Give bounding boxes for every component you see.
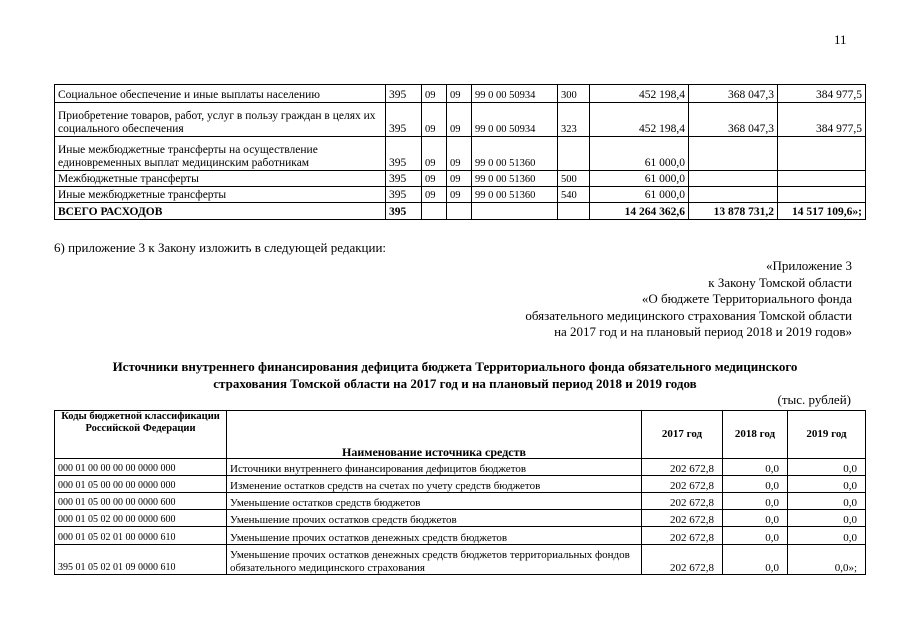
expense-total-label: ВСЕГО РАСХОДОВ bbox=[55, 203, 386, 220]
appendix-header-line: «Приложение 3 bbox=[765, 258, 852, 273]
source-row bbox=[55, 510, 866, 527]
source-2017: 202 672,8 bbox=[642, 527, 723, 545]
appendix-header-line: на 2017 год и на плановый период 2018 и 2019 годов» bbox=[554, 324, 852, 339]
expense-target-article-code: 99 0 00 51360 bbox=[472, 187, 558, 203]
expense-adm-code: 395 bbox=[386, 85, 422, 103]
expense-amount-2019: 384 977,5 bbox=[778, 103, 866, 137]
source-2018: 0,0 bbox=[723, 510, 788, 527]
expense-name: Иные межбюджетные трансферты bbox=[55, 187, 386, 203]
expense-amount-2018: 368 047,3 bbox=[689, 85, 778, 103]
source-2018: 0,0 bbox=[723, 476, 788, 493]
expense-row bbox=[55, 85, 866, 103]
appendix-header bbox=[525, 258, 852, 341]
source-row bbox=[55, 459, 866, 476]
source-2019: 0,0 bbox=[788, 459, 866, 476]
expense-amount-2019 bbox=[778, 187, 866, 203]
expense-empty bbox=[422, 203, 447, 220]
expense-name: Межбюджетные трансферты bbox=[55, 171, 386, 187]
expense-target-article-code: 99 0 00 50934 bbox=[472, 85, 558, 103]
source-row bbox=[55, 493, 866, 510]
expense-section-code: 09 bbox=[422, 171, 447, 187]
expense-name: Иные межбюджетные трансферты на осуществление единовременных выплат медицинским работникам bbox=[55, 137, 386, 171]
source-2019: 0,0 bbox=[788, 510, 866, 527]
source-2019: 0,0 bbox=[788, 493, 866, 510]
source-code: 000 01 05 00 00 00 0000 600 bbox=[55, 493, 227, 510]
expense-amount-2017: 61 000,0 bbox=[590, 137, 689, 171]
header-2017: 2017 год bbox=[642, 411, 723, 459]
expense-total-2017: 14 264 362,6 bbox=[590, 203, 689, 220]
expense-total-row bbox=[55, 203, 866, 220]
source-2017: 202 672,8 bbox=[642, 459, 723, 476]
source-2018: 0,0 bbox=[723, 493, 788, 510]
units-label: (тыс. рублей) bbox=[777, 392, 851, 407]
source-code: 000 01 05 02 00 00 0000 600 bbox=[55, 510, 227, 527]
sources-header-row bbox=[55, 411, 866, 459]
source-name: Изменение остатков средств на счетах по учету средств бюджетов bbox=[227, 476, 642, 493]
sources-heading bbox=[60, 358, 850, 392]
source-2017: 202 672,8 bbox=[642, 476, 723, 493]
expense-amount-2017: 452 198,4 bbox=[590, 85, 689, 103]
amendment-paragraph: 6) приложение 3 к Закону изложить в следующей редакции: bbox=[54, 240, 387, 255]
expense-amount-2018 bbox=[689, 187, 778, 203]
expense-amount-2018 bbox=[689, 171, 778, 187]
expense-adm-code: 395 bbox=[386, 187, 422, 203]
expense-adm-code: 395 bbox=[386, 171, 422, 187]
source-name: Уменьшение прочих остатков денежных средств бюджетов территориальных фондов обязательного медицинского страхования bbox=[227, 545, 642, 575]
expense-total-2019: 14 517 109,6»; bbox=[778, 203, 866, 220]
header-2018: 2018 год bbox=[723, 411, 788, 459]
expense-amount-2017: 61 000,0 bbox=[590, 171, 689, 187]
appendix-header-line: к Закону Томской области bbox=[708, 274, 852, 290]
expense-section-code: 09 bbox=[422, 137, 447, 171]
page-number: 11 bbox=[834, 32, 847, 47]
source-name: Уменьшение прочих остатков денежных средств бюджетов bbox=[227, 527, 642, 545]
source-2019: 0,0 bbox=[788, 476, 866, 493]
source-row bbox=[55, 527, 866, 545]
source-row bbox=[55, 545, 866, 575]
expense-target-article-code: 99 0 00 50934 bbox=[472, 103, 558, 137]
expense-amount-2018 bbox=[689, 137, 778, 171]
expense-target-article-code: 99 0 00 51360 bbox=[472, 171, 558, 187]
expense-subsection-code: 09 bbox=[447, 137, 472, 171]
expense-section-code: 09 bbox=[422, 103, 447, 137]
expense-name: Социальное обеспечение и иные выплаты населению bbox=[55, 85, 386, 103]
source-2018: 0,0 bbox=[723, 545, 788, 575]
heading-line: страхования Томской области на 2017 год и на плановый период 2018 и 2019 годов bbox=[213, 376, 697, 391]
expense-subsection-code: 09 bbox=[447, 103, 472, 137]
expense-expense-type-code: 540 bbox=[558, 187, 590, 203]
expense-adm-code: 395 bbox=[386, 137, 422, 171]
source-2017: 202 672,8 bbox=[642, 510, 723, 527]
source-code: 395 01 05 02 01 09 0000 610 bbox=[55, 545, 227, 575]
expense-subsection-code: 09 bbox=[447, 187, 472, 203]
header-code: Коды бюджетной классификации Российской Федерации bbox=[55, 411, 227, 459]
expense-expense-type-code bbox=[558, 137, 590, 171]
source-name: Уменьшение прочих остатков средств бюджетов bbox=[227, 510, 642, 527]
source-code: 000 01 05 02 01 00 0000 610 bbox=[55, 527, 227, 545]
source-2019: 0,0 bbox=[788, 527, 866, 545]
expense-expense-type-code: 323 bbox=[558, 103, 590, 137]
expense-amount-2017: 452 198,4 bbox=[590, 103, 689, 137]
header-name: Наименование источника средств bbox=[227, 411, 642, 459]
expense-empty bbox=[472, 203, 558, 220]
source-2018: 0,0 bbox=[723, 527, 788, 545]
expense-row bbox=[55, 171, 866, 187]
source-2017: 202 672,8 bbox=[642, 545, 723, 575]
expense-empty bbox=[558, 203, 590, 220]
source-2019: 0,0»; bbox=[788, 545, 866, 575]
source-2017: 202 672,8 bbox=[642, 493, 723, 510]
source-code: 000 01 00 00 00 00 0000 000 bbox=[55, 459, 227, 476]
source-row bbox=[55, 476, 866, 493]
expense-row bbox=[55, 103, 866, 137]
expense-name: Приобретение товаров, работ, услуг в пользу граждан в целях их социального обеспечения bbox=[55, 103, 386, 137]
source-code: 000 01 05 00 00 00 0000 000 bbox=[55, 476, 227, 493]
expense-row bbox=[55, 187, 866, 203]
appendix-header-line: обязательного медицинского страхования Томской области bbox=[525, 307, 852, 323]
expense-amount-2019 bbox=[778, 171, 866, 187]
expense-expense-type-code: 500 bbox=[558, 171, 590, 187]
source-name: Источники внутреннего финансирования дефицитов бюджетов bbox=[227, 459, 642, 476]
expense-subsection-code: 09 bbox=[447, 85, 472, 103]
source-2018: 0,0 bbox=[723, 459, 788, 476]
expense-amount-2019 bbox=[778, 137, 866, 171]
expense-section-code: 09 bbox=[422, 85, 447, 103]
expense-section-code: 09 bbox=[422, 187, 447, 203]
expense-subsection-code: 09 bbox=[447, 171, 472, 187]
expense-adm-code: 395 bbox=[386, 103, 422, 137]
header-2019: 2019 год bbox=[788, 411, 866, 459]
appendix-header-line: «О бюджете Территориального фонда bbox=[641, 291, 852, 306]
expense-expense-type-code: 300 bbox=[558, 85, 590, 103]
expense-target-article-code: 99 0 00 51360 bbox=[472, 137, 558, 171]
source-name: Уменьшение остатков средств бюджетов bbox=[227, 493, 642, 510]
expense-total-adm: 395 bbox=[386, 203, 422, 220]
expense-amount-2019: 384 977,5 bbox=[778, 85, 866, 103]
expense-row bbox=[55, 137, 866, 171]
expense-empty bbox=[447, 203, 472, 220]
expense-amount-2018: 368 047,3 bbox=[689, 103, 778, 137]
expenses-table bbox=[54, 84, 866, 220]
sources-table bbox=[54, 410, 866, 575]
expense-total-2018: 13 878 731,2 bbox=[689, 203, 778, 220]
expense-amount-2017: 61 000,0 bbox=[590, 187, 689, 203]
heading-line: Источники внутреннего финансирования дефицита бюджета Территориального фонда обязательного медицинского bbox=[112, 359, 798, 374]
